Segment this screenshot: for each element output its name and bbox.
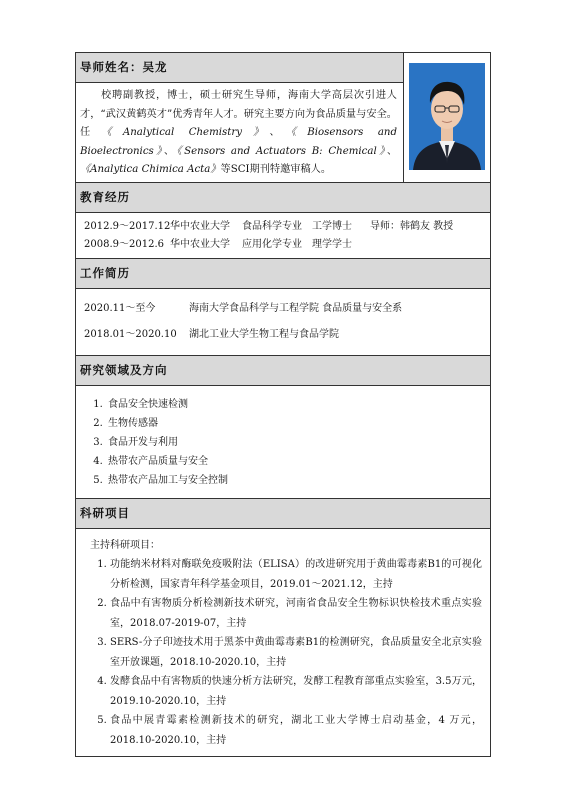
sep-2: 、 — [163, 145, 177, 157]
education-row — [84, 236, 484, 255]
work-title: 工作简历 — [80, 265, 130, 280]
sep-3: 、 — [386, 145, 397, 157]
list-item: 1. 食品安全快速检测 — [106, 395, 484, 414]
intro-part-2: 等SCI期刊特邀审稿人。 — [220, 164, 332, 175]
edu-major: 应用化学专业 — [242, 239, 302, 250]
projects-cell — [76, 528, 491, 757]
education-header — [76, 182, 491, 212]
intro-part-1: 校聘副教授，博士，硕士研究生导师，海南大学高层次引进人才，“武汉黄鹤英才”优秀青年人才。研究主要方向为食品质量与安全。任 — [80, 90, 397, 138]
list-item: 5. 食品中展青霉素检测新技术的研究，湖北工业大学博士启动基金，4 万元，2018.10-2020.10，主持 — [110, 711, 484, 750]
projects-list — [84, 555, 484, 750]
list-item: 2. 食品中有害物质分析检测新技术研究，河南省食品安全生物标识快检技术重点实验室，2018.07-2019-07，主持 — [110, 594, 484, 633]
list-item: 2. 生物传感器 — [106, 414, 484, 433]
education-cell — [76, 212, 491, 258]
list-item: 3. 食品开发与利用 — [106, 433, 484, 452]
edu-date: 2008.9～2012.6 — [84, 239, 164, 250]
education-row — [84, 218, 484, 237]
work-row — [84, 325, 484, 345]
edu-degree: 理学学士 — [312, 239, 352, 250]
list-item: 3. SERS-分子印迹技术用于黑茶中黄曲霉毒素B1的检测研究，食品质量安全北京实验室开放课题，2018.10-2020.10，主持 — [110, 633, 484, 672]
projects-lead: 主持科研项目： — [90, 539, 160, 551]
research-header — [76, 355, 491, 385]
edu-advisor: 导师：韩鹤友 教授 — [370, 220, 454, 232]
list-item: 4. 发酵食品中有害物质的快速分析方法研究，发酵工程教育部重点实验室，3.5万元，2019.10-2020.10，主持 — [110, 672, 484, 711]
list-item: 4. 热带农产品质量与安全 — [106, 452, 484, 471]
journal-2: 《Biosensors and Bioelectronics》 — [80, 127, 398, 157]
sep-1: 、 — [269, 127, 291, 138]
work-header — [76, 258, 491, 288]
research-list — [84, 395, 484, 490]
list-item: 1. 功能纳米材料对酶联免疫吸附法（ELISA）的改进研究用于黄曲霉毒素B1的可视化分析检测，国家青年科学基金项目，2019.01～2021.12，主持 — [110, 555, 484, 594]
photo-cell — [404, 53, 491, 183]
projects-header — [76, 498, 491, 528]
education-title: 教育经历 — [80, 189, 130, 204]
journal-4: 《Analytica Chimica Acta》 — [80, 164, 221, 175]
edu-school: 华中农业大学 — [170, 239, 230, 250]
edu-date: 2012.9～2017.12 — [84, 220, 171, 232]
work-place: 海南大学食品科学与工程学院 食品质量与安全系 — [189, 302, 403, 314]
portrait-photo — [409, 63, 485, 170]
research-cell — [76, 385, 491, 498]
edu-major: 食品科学专业 — [242, 220, 302, 232]
journal-1: 《Analytical Chemistry》 — [101, 127, 270, 138]
intro-text — [76, 83, 404, 183]
name-label: 导师姓名：吴龙 — [80, 60, 168, 74]
journal-3: 《Sensors and Actuators B: Chemical》 — [176, 145, 387, 157]
cv-page — [75, 52, 491, 757]
work-date: 2018.01～2020.10 — [84, 328, 177, 340]
edu-school: 华中农业大学 — [170, 220, 230, 232]
list-item: 5. 热带农产品加工与安全控制 — [106, 471, 484, 490]
name-header — [76, 53, 404, 83]
work-place: 湖北工业大学生物工程与食品学院 — [189, 328, 339, 340]
research-title: 研究领域及方向 — [80, 362, 168, 377]
work-row — [84, 299, 484, 319]
work-date: 2020.11～至今 — [84, 302, 156, 314]
work-cell — [76, 288, 491, 355]
edu-degree: 工学博士 — [312, 220, 352, 232]
cv-table — [75, 52, 491, 757]
projects-title: 科研项目 — [80, 505, 130, 520]
portrait-icon — [409, 63, 485, 170]
